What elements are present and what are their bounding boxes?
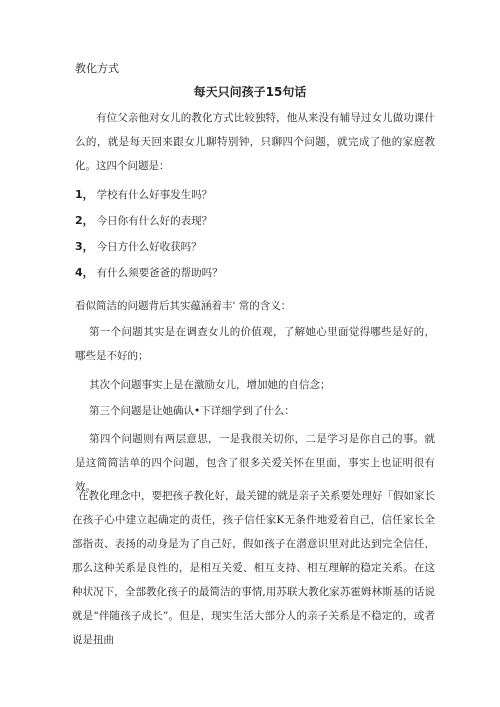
question-text: 有什么须要爸爸的帮助吗？ — [96, 267, 223, 279]
paragraph-question-2: 其次个问题事实上是在激励女儿，增加她的自信念； — [89, 379, 331, 391]
lead-sentence: 看似简洁的问题背后其实蕴涵着丰' 常的含义： — [75, 300, 292, 312]
question-text: 学校有什么好事发生吗？ — [96, 189, 213, 201]
question-number: 2， — [75, 214, 94, 227]
page-title: 每天只问孩子15句话 — [193, 85, 307, 99]
paragraph-education-concept: 在教化理念中，要把孩子教化好，最关键的就是亲子关系要处理好「假如家长在孩子心中建立起确定的责任，孩子信任家K无条件地爱着自己，信任家长全部指责、表扬的动身是为了自己好，假如孩子在潜意识里对此达到完全信任，那么这种关系是良性的，是相互关爱、相互支持、相互理解的稳定关系。在这种状况下，全部教化孩子的最简洁的事情,用苏联大教化家苏霍姆林斯基的话说就是“伴随孩子成长”。但是，现实生活大部分人的亲子关系是不稳定的，或者说是扭曲 — [72, 490, 435, 646]
intro-paragraph: 有位父亲他对女儿的教化方式比较独特，他从来没有辅导过女儿做功课什么的，就是每天回来跟女儿聊特别钟，只聊四个问题，就完成了他的家庭教化。这四个问题是： — [75, 112, 435, 172]
paragraph-question-1: 第一个问题其实是在调查女儿的价值观，了解她心里面觉得哪些是好的，哪些是不好的； — [75, 326, 435, 362]
question-number: 4， — [75, 266, 94, 279]
question-text: 今日你有什么好的表现？ — [96, 215, 213, 227]
question-text: 今日方什么好收获吗？ — [96, 241, 202, 253]
question-4 — [75, 264, 223, 280]
question-3 — [75, 238, 202, 254]
question-number: 3， — [75, 240, 94, 253]
category-label: 教化方式 — [75, 62, 119, 75]
question-number: 1， — [75, 188, 94, 201]
question-2 — [75, 212, 212, 228]
paragraph-question-3: 第三个问题是让她确认•下详细学到了什么： — [89, 405, 295, 417]
paragraph-question-4: 第四个问题则有两层意思，一是我很关切你，二是学习是你自己的事。就是这简简洁单的四个问题，包含了很多关爱关怀在里面，事实上也证明很有效。 — [75, 433, 435, 493]
question-1 — [75, 186, 212, 202]
